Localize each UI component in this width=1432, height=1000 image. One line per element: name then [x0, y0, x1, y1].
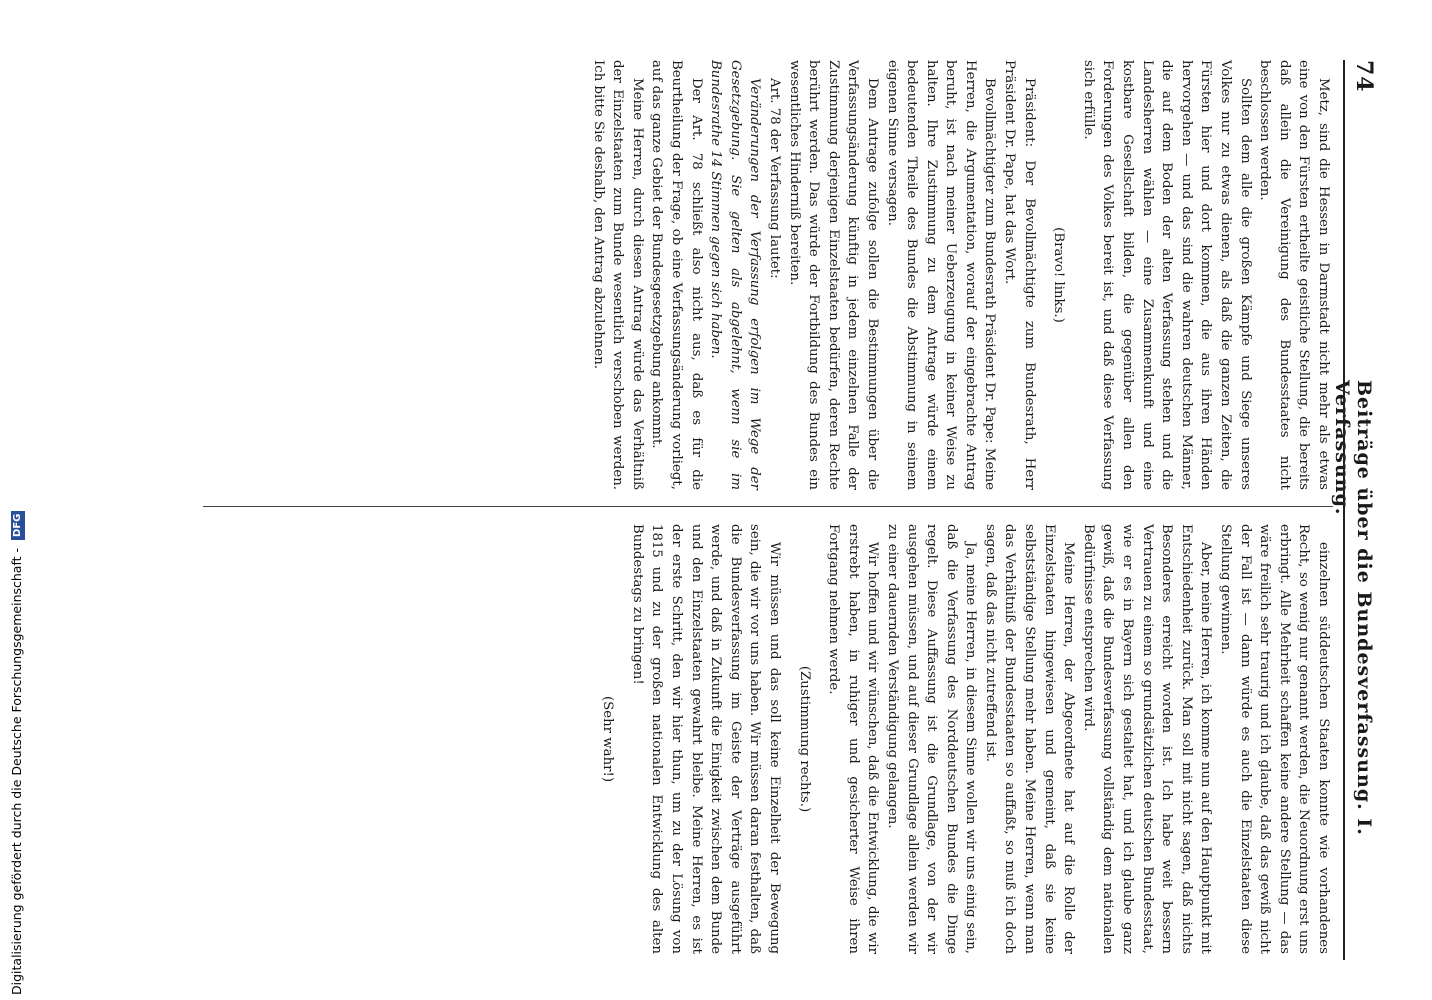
quotation: Veränderungen der Verfassung erfolgen im Wege der Gesetzgebung. Sie gelten als abgelehnt, wenn sie im Bundesrathe 14 Stimmen gegen sich haben.	[708, 60, 763, 490]
paragraph: Bevollmächtigter zum Bundesrath Präsident Dr. Pape: Meine Herren, die Argumentation, worauf der eingebrachte Antrag beruht, ist nach meiner Ueberzeugung in keiner Weise zu halten. Ihre Zustimmung zu dem Antrage würde einem bedeutenden Theile des Bundes die Abstimmung in seinem eigenen Sinne versagen.	[884, 60, 998, 490]
paragraph: Meine Herren, der Abgeordnete hat auf die Rolle der Einzelstaaten hingewiesen und gemeint, daß sie keine selbstständige Stellung mehr haben. Meine Herren, wenn man das Verhältniß der Bundesstaaten so auffaßt, so muß ich doch sagen, daß das nicht zutreffend ist.	[982, 524, 1077, 954]
column-divider	[203, 506, 1333, 507]
page-header	[1331, 60, 1379, 960]
paragraph: Präsident: Der Bevollmächtigte zum Bundesrath, Herr Präsident Dr. Pape, hat das Wort.	[1002, 60, 1037, 490]
header-rule	[1343, 60, 1345, 960]
text-column-left	[588, 60, 1333, 490]
dfg-logo: DFG	[11, 511, 25, 540]
interjection: (Zustimmung rechts.)	[796, 665, 812, 813]
paragraph: einzelnen süddeutschen Staaten konnte wie vorhandenes Recht, so wenig nur genannt werden, die Neuordnung erst uns erbringt. Alle Mehrheit schaffen keine andere Stellung — das wäre freilich sehr traurig und ich glaube, daß das gewiß nicht der Fall ist — dann würde es auch die Einzelstaaten diese Stellung gewinnen.	[1218, 524, 1331, 954]
digitization-footer	[6, 10, 28, 995]
paragraph: Der Art. 78 schließt also nicht aus, daß es für die Beurtheilung der Frage, ob eine Verfassungsänderung vorliegt, auf das ganze Gebiet der Bundesgesetzgebung ankommt.	[649, 60, 704, 490]
paragraph: Aber, meine Herren, ich komme nun auf den Hauptpunkt mit Entschiedenheit zurück. Man soll mit nicht sagen, daß nichts Besonderes erreicht worden ist. Ich habe weit bessern Vertrauen zu einem so grundsätzlichen deutschen Bundesstaat, wie er es in Bayern sich gestaltet hat, und ich glaube ganz gewiß, daß die Bundesverfassung vollständig dem nationalen Bedürfnisse entsprechen wird.	[1080, 524, 1214, 954]
interjection: (Bravo! links.)	[1051, 227, 1067, 323]
paragraph: Metz, sind die Hessen in Darmstadt nicht mehr als etwas eine von den Fürsten ertheilte geistliche Stellung, die bereits daß allein die Vereinigung des Bundesstaates nicht beschlossen werden.	[1257, 60, 1331, 490]
paragraph: Ja, meine Herren, in diesem Sinne wollen wir uns einig sein, daß die Verfassung des Norddeutschen Bundes die Dinge regelt. Diese Auffassung ist die Grundlage, von der wir ausgehen müssen, und auf dieser Grundlage allein werden wir zu einer dauernden Verständigung gelangen.	[884, 524, 979, 954]
paragraph: Art. 78 der Verfassung lautet:	[766, 78, 782, 279]
running-title: Beiträge über die Bundesverfassung. I. Verfassung.	[1331, 380, 1375, 836]
paragraph: Wir müssen und das soll keine Einzelheit der Bewegung sein, die wir vor uns haben. Wir müssen daran festhalten, daß die Bundesverfassung im Geiste der Verträge ausgeführt werde, und daß in Zukunft die Einigkeit zwischen dem Bunde und den Einzelstaaten gewahrt bleibe. Meine Herren, es ist der erste Schritt, den wir hier thun, um zu der Lösung von 1815 und zu der großen nationalen Entwicklung des alten Bundestags zu bringen!	[629, 524, 782, 954]
paragraph: Wir hoffen und wir wünschen, daß die Entwicklung, die wir erstrebt haben, in ruhiger und gesicherter Weise ihren Fortgang nehmen werde.	[826, 524, 881, 954]
paragraph: Sollten dem alle die großen Kämpfe und Siege unseres Volkes nur zu etwas dienen, als daß die ganzen Zeiten, die Fürsten hier und dort kommen, die aus ihren Händen hervorgehen — und das sind die wahren deutschen Männer, die auf dem Boden der alten Verfassung stehen und die Landesherren wählen — eine Zusammenkunft und eine kostbare Gesellschaft bilden, die gegenüber allen den Forderungen des Volkes bereit ist, und daß diese Verfassung sich erfülle.	[1080, 60, 1253, 490]
page-number: 74	[1351, 60, 1377, 93]
funding-credit: Digitalisierung gefördert durch die Deutsche Forschungsgemeinschaft -	[9, 547, 24, 995]
paragraph: Meine Herren, durch diesen Antrag würde das Verhältniß der Einzelstaaten zum Bunde wesentlich verschoben werden. Ich bitte Sie deshalb, den Antrag abzulehnen.	[590, 60, 645, 490]
text-column-right	[588, 524, 1333, 954]
paragraph: Dem Antrage zufolge sollen die Bestimmungen über die Verfassungsänderung künftig in jedem einzelnen Falle der Zustimmung derjenigen Einzelstaaten bedürfen, deren Rechte berührt werden. Das würde der Fortbildung des Bundes ein wesentliches Hinderniß bereiten.	[786, 60, 880, 490]
interjection: (Sehr wahr!)	[600, 695, 616, 783]
printed-page	[149, 40, 1379, 980]
